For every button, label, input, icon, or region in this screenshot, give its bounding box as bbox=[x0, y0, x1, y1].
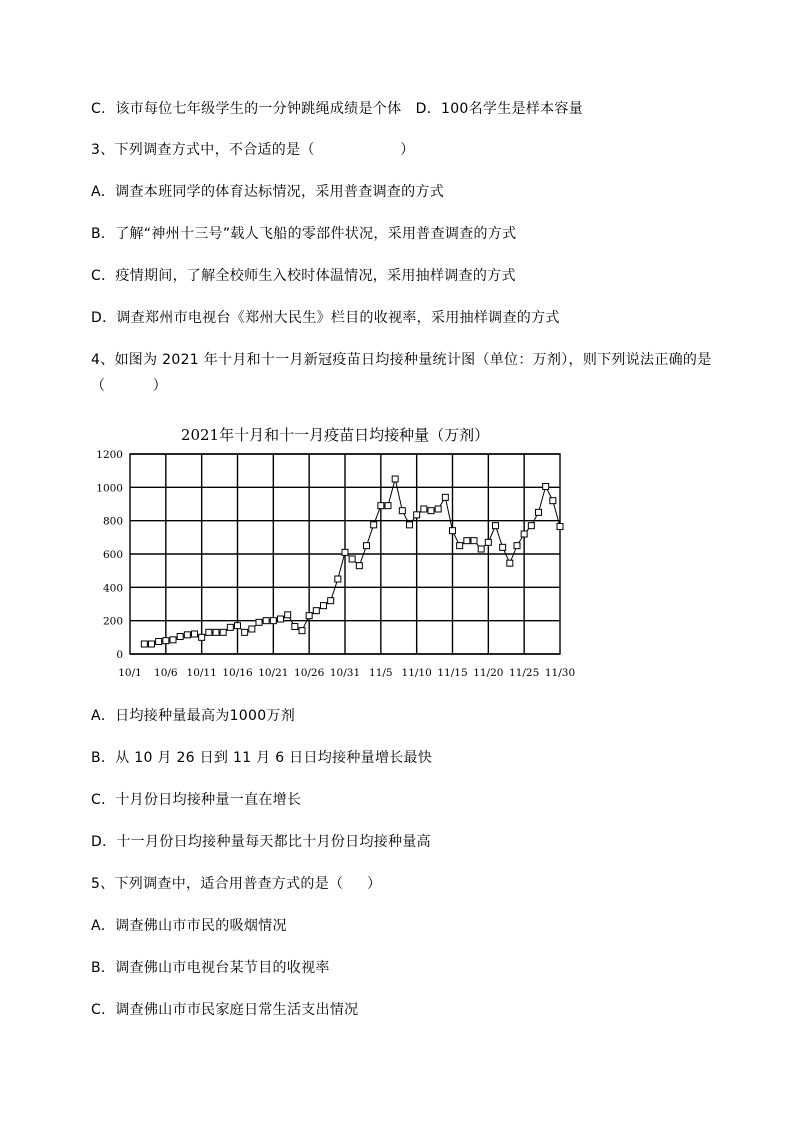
vaccine-chart bbox=[90, 420, 590, 685]
q5-option-a: A．调查佛山市市民的吸烟情况 bbox=[91, 918, 287, 934]
y-tick-label: 200 bbox=[102, 615, 123, 628]
data-point bbox=[177, 634, 183, 640]
data-point bbox=[199, 634, 205, 640]
data-point bbox=[485, 539, 491, 545]
x-tick-label: 11/5 bbox=[369, 667, 393, 679]
data-point bbox=[550, 498, 556, 504]
data-point bbox=[242, 629, 248, 635]
data-point bbox=[421, 506, 427, 512]
data-point bbox=[392, 476, 398, 482]
data-point bbox=[514, 543, 520, 549]
chart-title: 2021年十月和十一月疫苗日均接种量（万剂） bbox=[180, 426, 490, 444]
data-point bbox=[227, 624, 233, 630]
data-point bbox=[141, 641, 147, 647]
data-point bbox=[349, 556, 355, 562]
data-point bbox=[478, 546, 484, 552]
data-point bbox=[536, 509, 542, 515]
y-tick-label: 800 bbox=[102, 515, 123, 528]
data-point bbox=[192, 631, 198, 637]
data-point bbox=[428, 508, 434, 514]
q4-option-c: C．十月份日均接种量一直在增长 bbox=[91, 792, 302, 808]
data-point bbox=[278, 616, 284, 622]
q4-option-b: B．从 10 月 26 日到 11 月 6 日日均接种量增长最快 bbox=[91, 750, 433, 766]
x-tick-label: 10/31 bbox=[329, 667, 361, 679]
q3-option-b: B．了解“神州十三号”载人飞船的零部件状况，采用普查调查的方式 bbox=[91, 226, 517, 242]
data-point bbox=[457, 543, 463, 549]
y-tick-label: 400 bbox=[102, 582, 123, 595]
data-point bbox=[507, 560, 513, 566]
x-tick-label: 11/10 bbox=[401, 667, 432, 679]
data-point bbox=[500, 544, 506, 550]
q3-option-c: C．疫情期间，了解全校师生入校时体温情况，采用抽样调查的方式 bbox=[91, 268, 516, 284]
y-tick-label: 600 bbox=[102, 549, 123, 561]
data-point bbox=[292, 624, 298, 630]
x-tick-label: 10/1 bbox=[118, 667, 142, 679]
data-point bbox=[407, 522, 413, 528]
data-point bbox=[220, 629, 226, 635]
data-point bbox=[149, 641, 155, 647]
data-point bbox=[170, 637, 176, 643]
data-point bbox=[521, 531, 527, 537]
data-point bbox=[313, 608, 319, 614]
data-point bbox=[306, 613, 312, 619]
q4-stem: 4、如图为 2021 年十月和十一月新冠疫苗日均接种量统计图（单位：万剂），则下列说法正确的是 bbox=[91, 352, 712, 368]
x-tick-label: 10/6 bbox=[154, 667, 178, 679]
data-point bbox=[371, 522, 377, 528]
data-point bbox=[328, 598, 334, 604]
q4-answer-paren: （ ） bbox=[91, 378, 168, 394]
q3-option-a: A．调查本班同学的体育达标情况，采用普查调查的方式 bbox=[91, 184, 445, 200]
data-point bbox=[364, 543, 370, 549]
data-point bbox=[385, 503, 391, 509]
data-point bbox=[450, 528, 456, 534]
y-tick-label: 1200 bbox=[96, 449, 123, 461]
data-point bbox=[378, 503, 384, 509]
x-tick-label: 10/16 bbox=[222, 667, 253, 679]
x-tick-label: 10/26 bbox=[294, 667, 325, 679]
data-point bbox=[256, 619, 262, 625]
x-tick-label: 11/30 bbox=[544, 667, 576, 679]
data-point bbox=[543, 484, 549, 490]
data-point bbox=[163, 638, 169, 644]
data-point bbox=[342, 549, 348, 555]
data-point bbox=[270, 618, 276, 624]
data-point bbox=[471, 538, 477, 544]
data-point bbox=[493, 523, 499, 529]
data-point bbox=[435, 506, 441, 512]
x-tick-label: 11/25 bbox=[509, 667, 540, 679]
data-point bbox=[285, 612, 291, 618]
data-point bbox=[399, 508, 405, 514]
x-tick-label: 10/21 bbox=[258, 667, 289, 679]
q2-option-cd: C．该市每位七年级学生的一分钟跳绳成绩是个体 D．100名学生是样本容量 bbox=[91, 101, 584, 117]
data-point bbox=[414, 512, 420, 518]
data-point bbox=[442, 494, 448, 500]
chart-svg bbox=[90, 420, 590, 685]
data-point bbox=[249, 626, 255, 632]
data-point bbox=[213, 629, 219, 635]
q5-stem: 5、下列调查中，适合用普查方式的是（ ） bbox=[91, 876, 382, 892]
data-point bbox=[184, 632, 190, 638]
q5-option-c: C．调查佛山市市民家庭日常生活支出情况 bbox=[91, 1002, 359, 1018]
q3-option-d: D．调查郑州市电视台《郑州大民生》栏目的收视率，采用抽样调查的方式 bbox=[91, 310, 560, 326]
x-tick-label: 10/11 bbox=[186, 667, 217, 679]
y-tick-label: 0 bbox=[116, 649, 123, 661]
data-point bbox=[299, 628, 305, 634]
data-point bbox=[156, 639, 162, 645]
q5-option-b: B．调查佛山市电视台某节目的收视率 bbox=[91, 960, 330, 976]
data-point bbox=[356, 563, 362, 569]
y-tick-label: 1000 bbox=[96, 482, 123, 495]
data-point bbox=[206, 629, 212, 635]
data-point bbox=[464, 538, 470, 544]
data-point bbox=[528, 523, 534, 529]
data-point bbox=[335, 576, 341, 582]
q4-option-a: A．日均接种量最高为1000万剂 bbox=[91, 708, 296, 724]
q4-option-d: D．十一月份日均接种量每天都比十月份日均接种量高 bbox=[91, 834, 431, 850]
data-point bbox=[235, 623, 241, 629]
data-point bbox=[321, 603, 327, 609]
x-tick-label: 11/15 bbox=[437, 667, 468, 679]
x-tick-label: 11/20 bbox=[473, 667, 504, 679]
data-point bbox=[557, 524, 563, 530]
data-point bbox=[263, 618, 269, 624]
q3-stem: 3、下列调查方式中，不合适的是（ ） bbox=[91, 142, 415, 158]
